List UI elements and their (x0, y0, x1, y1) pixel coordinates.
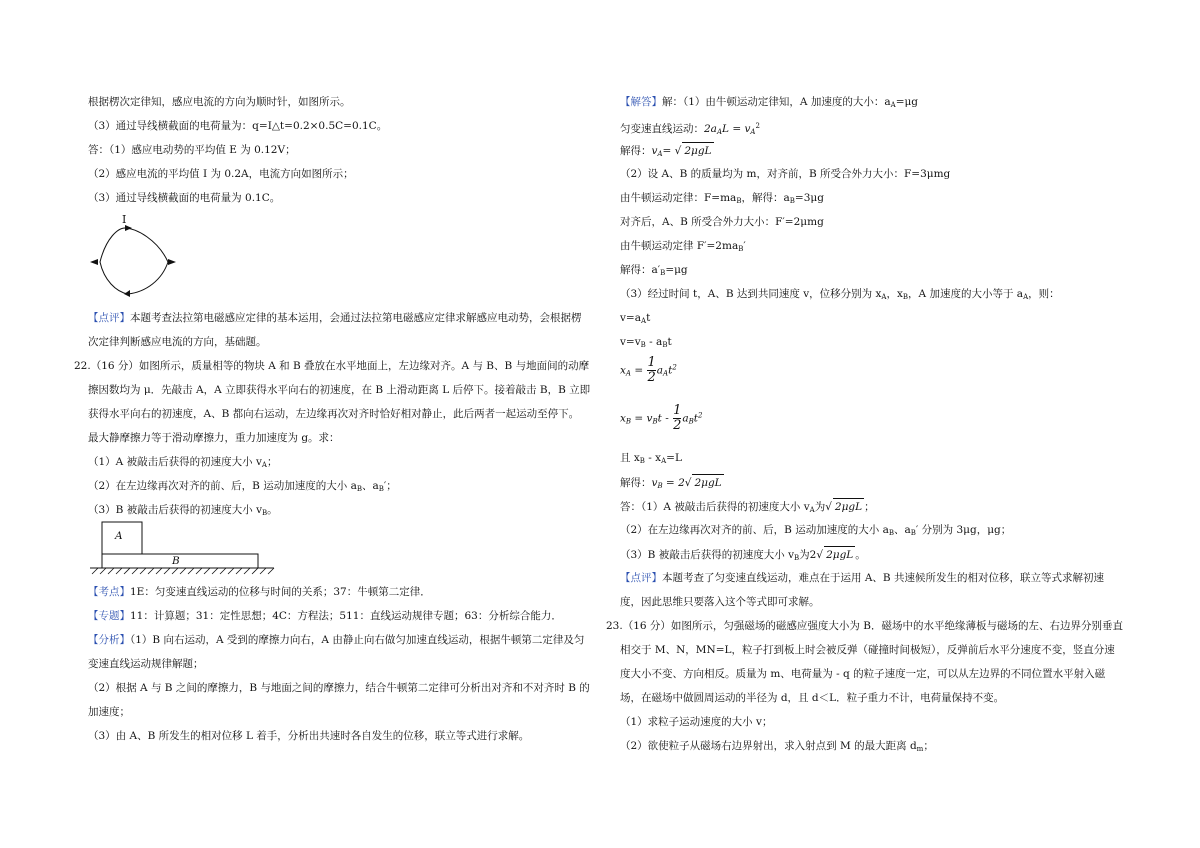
math: x (620, 364, 626, 377)
text: 解得：a′ (620, 264, 661, 276)
text-line: 对齐后，A、B 所受合外力大小：F′=2μmg (620, 216, 824, 228)
text-line: 变速直线运动规律解题； (88, 658, 204, 670)
text-line (620, 310, 650, 329)
text-line (620, 238, 746, 257)
text: 为2 (799, 549, 817, 561)
math: t - (657, 412, 673, 425)
dianping-text: 本题考查了匀变速直线运动，难点在于运用 A、B 共速候所发生的相对位移，联立等式求解初速 (662, 572, 1104, 584)
subscript: B (639, 457, 645, 465)
subscript: B (640, 341, 646, 349)
subscript: B (356, 485, 362, 493)
comment-text: 本题考查法拉第电磁感应定律的基本运用，会通过法拉第电磁感应定律求解感应电动势，会根据楞 (130, 312, 582, 324)
subscript: B (888, 529, 894, 537)
math: v (651, 477, 658, 489)
arrow-left-icon (90, 259, 98, 265)
subscript: A (1023, 293, 1029, 301)
text: 解得： (620, 145, 652, 157)
text-line: 答：（1）感应电动势的平均值 E 为 0.12V； (88, 144, 296, 156)
zhuanti-text: 11：计算题；31：定性思想；4C：方程法；511：直线运动规律专题；63：分析综合能力． (130, 610, 562, 622)
superscript: 2 (698, 411, 703, 420)
text: 匀变速直线运动： (620, 123, 704, 135)
text-line: （3）通过导线横截面的电荷量为：q=I△t=0.2×0.5C=0.1C。 (88, 120, 388, 132)
subscript: B (625, 417, 632, 426)
radicand: 2μgL (824, 546, 855, 563)
fenxi-tag: 【分析】 (88, 634, 130, 646)
superscript: 2 (755, 122, 760, 130)
subscript: B (794, 554, 800, 562)
text: 解得： (620, 477, 652, 489)
subscript: A (716, 128, 723, 136)
text-line: 度，因此思维只要落入这个等式即可求解。 (620, 596, 820, 608)
radicand: 2μgL (692, 474, 723, 491)
comment-tag: 【点评】 (88, 312, 130, 324)
text: - a (645, 336, 663, 348)
text: 由牛顿运动定律 F′=2ma (620, 240, 739, 252)
subscript: B (662, 341, 668, 349)
text: 且 x (620, 452, 640, 464)
text: 、a (894, 524, 911, 536)
text: - x (644, 452, 662, 464)
dianping-line (620, 570, 1104, 586)
math: t (668, 364, 673, 377)
subscript: A (261, 461, 267, 469)
subscript: A (641, 317, 647, 325)
text-line: 擦因数均为 μ．先敲击 A，A 立即获得水平向右的初速度，在 B 上滑动距离 L 后停下。接着敲击 B，B 立即 (88, 384, 591, 396)
text: ′ (743, 240, 746, 252)
blocks-figure (88, 516, 278, 578)
block-b (102, 554, 258, 568)
subscript: A (881, 293, 887, 301)
text-line (620, 262, 688, 281)
numerator: 1 (647, 355, 656, 370)
subscript: B (660, 269, 666, 277)
loop-curve (100, 228, 168, 294)
math: a (656, 364, 664, 377)
subscript: B (910, 529, 916, 537)
subscript: B (652, 417, 658, 426)
text: （2）在左边缘再次对齐的前、后，B 运动加速度的大小 a (88, 480, 357, 492)
text: =μg (895, 96, 919, 108)
fraction (647, 356, 655, 385)
math: t (693, 412, 699, 425)
math: x (620, 412, 626, 425)
text: （1）A 被敲击后获得的初速度大小 v (88, 456, 262, 468)
answer-line-2 (620, 522, 1011, 541)
text: ，A 加速度的大小等于 a (908, 288, 1024, 300)
text: ； (923, 740, 934, 752)
equation-xb (620, 404, 703, 433)
math: = v (631, 412, 653, 425)
equation-xa (620, 356, 677, 385)
superscript: 2 (672, 363, 677, 372)
solution-line (620, 94, 918, 113)
text: =μg (665, 264, 688, 276)
current-label: I (122, 213, 127, 226)
text: 、a (362, 480, 379, 492)
text-line: （1）求粒子运动速度的大小 v； (620, 716, 773, 728)
ground-hatch (92, 568, 274, 574)
text: （2）欲使粒子从磁场右边界射出，求入射点到 M 的最大距离 d (620, 740, 917, 752)
equation-line (620, 118, 760, 140)
fenxi-line (88, 632, 584, 648)
subscript: B (902, 293, 909, 301)
math: a (682, 412, 689, 425)
text-line: （2）设 A、B 的质量均为 m，对齐前，B 所受合外力大小：F=3μmg (620, 168, 951, 180)
subscript: B (688, 417, 694, 426)
subquestion-1: （1）A 被敲击后获得的初速度大小 $v_A$； (88, 456, 278, 469)
text-line: 最大静摩擦力等于滑动摩擦力，重力加速度为 g。求： (88, 432, 340, 444)
text-line: （2）根据 A 与 B 之间的摩擦力，B 与地面之间的摩擦力，结合牛顿第二定律可分析出对齐和不对齐时 B 的 (88, 682, 590, 694)
current-loop-figure (88, 210, 188, 302)
math: = √ (662, 145, 682, 157)
answer-line-1: 答：（1）A 被敲击后获得的初速度大小 $v_A$为√ 2μgL ； (620, 498, 875, 518)
text-line: （3）通过导线横截面的电荷量为 0.1C。 (88, 192, 281, 204)
subquestion-2 (88, 478, 397, 497)
math: = (630, 364, 647, 377)
text: ； (864, 501, 875, 513)
zhuanti-line (88, 608, 562, 624)
subscript: A (663, 369, 669, 378)
subscript: A (657, 150, 663, 158)
kaodian-tag: 【考点】 (88, 586, 130, 598)
text: t (667, 336, 672, 348)
text-line (620, 190, 824, 209)
text: 为 (814, 501, 826, 513)
text: （3）经过时间 t，A、B 达到共同速度 v，位移分别为 x (620, 288, 882, 300)
text: 答：（1）A 被敲击后获得的初速度大小 v (620, 501, 810, 513)
numerator: 1 (673, 403, 682, 418)
text-line: （3）由 A、B 所发生的相对位移 L 着手，分析出共速时各自发生的位移，联立等式进行求解。 (88, 730, 530, 742)
arrow-bottom-icon (124, 290, 130, 297)
text: （2）在左边缘再次对齐的前、后，B 运动加速度的大小 a (620, 524, 889, 536)
text: 解：（1）由牛顿运动定律知，A 加速度的大小：a (662, 96, 891, 108)
text: （3）B 被敲击后获得的初速度大小 v (620, 549, 795, 561)
kaodian-line (88, 584, 431, 600)
subscript: A (750, 128, 756, 136)
subscript: B (262, 509, 268, 517)
subscript: B (736, 197, 742, 205)
text: ，则： (1028, 288, 1060, 300)
question-22-line: 22.（16 分）如图所示，质量相等的物块 A 和 B 叠放在水平地面上，左边缘对齐。A 与 B、B 与地面间的动摩 (74, 360, 590, 372)
equation-line (620, 142, 714, 162)
text-line: 加速度； (88, 706, 130, 718)
question-23-line: 23.（16 分）如图所示，匀强磁场的磁感应强度大小为 B．磁场中的水平绝缘薄板与磁场的左、右边界分别垂直 (606, 620, 1123, 632)
zhuanti-tag: 【专题】 (88, 610, 130, 622)
subscript: B (378, 485, 384, 493)
text: ′ 分别为 3μg，μg； (915, 524, 1012, 536)
subscript: B (789, 197, 795, 205)
subscript: B (738, 245, 744, 253)
denominator: 2 (647, 370, 656, 385)
subscript: m (916, 745, 924, 753)
equation-line (620, 474, 724, 494)
text: 。 (855, 549, 866, 561)
fraction (673, 404, 681, 433)
text-line: 次定律判断感应电流的方向，基础题。 (88, 336, 267, 348)
subscript: A (890, 101, 896, 109)
jieda-tag: 【解答】 (620, 96, 662, 108)
text: ，x (886, 288, 903, 300)
subscript: A (809, 506, 815, 514)
text-line: 场，在磁场中做圆周运动的半径为 d，且 d＜L．粒子重力不计，电荷量保持不变。 (620, 692, 1005, 704)
math: v (651, 145, 658, 157)
text: =L (666, 452, 682, 464)
text-line: 度大小不变、方向相反。质量为 m、电荷量为 - q 的粒子速度一定，可以从左边界的不同位置水平射入磁 (620, 668, 1106, 680)
text-line (620, 738, 934, 757)
text: ′； (383, 480, 397, 492)
text-line: 获得水平向右的初速度，A、B 都向右运动，左边缘再次对齐时恰好相对静止，此后两者一起运动至停下。 (88, 408, 580, 420)
kaodian-text: 1E：匀变速直线运动的位移与时间的关系；37：牛顿第二定律． (130, 586, 431, 598)
radicand: 2μgL (833, 498, 864, 515)
text-line: 根据楞次定律知，感应电流的方向为顺时针，如图所示。 (88, 96, 351, 108)
dianping-tag: 【点评】 (620, 572, 662, 584)
block-b-label: B (172, 555, 180, 567)
text: t (646, 312, 651, 324)
text: v=a (620, 312, 641, 324)
math: 2a (704, 123, 717, 135)
math: L = v (722, 123, 751, 135)
comment-line (88, 310, 582, 326)
text-line: 相交于 M、N，MN=L，粒子打到板上时会被反弹（碰撞时间极短），反弹前后水平分速度不变，竖直分速 (620, 644, 1115, 656)
text: 由牛顿运动定律：F=ma (620, 192, 737, 204)
subscript: A (661, 457, 667, 465)
arrow-right-icon (168, 259, 176, 265)
block-a-label: A (115, 530, 123, 542)
subscript: B (657, 482, 663, 490)
text: v=v (620, 336, 641, 348)
text: =3μg (794, 192, 824, 204)
text-line (620, 286, 1060, 305)
text-line (620, 450, 682, 469)
text-line (620, 334, 672, 353)
math: = 2√ (662, 477, 692, 489)
answer-line-3: （3）B 被敲击后获得的初速度大小 $v_B$为2√ 2μgL 。 (620, 546, 866, 566)
fenxi-text: （1）B 向右运动，A 受到的摩擦力向右，A 由静止向右做匀加速直线运动，根据牛顿第二定律及匀 (130, 634, 585, 646)
subscript: A (625, 369, 631, 378)
denominator: 2 (673, 418, 682, 433)
radicand: 2μgL (682, 142, 713, 159)
subquestion-3: （3）B 被敲击后获得的初速度大小 $v_B$。 (88, 504, 278, 517)
text-line: （2）感应电流的平均值 I 为 0.2A，电流方向如图所示； (88, 168, 354, 180)
text: （3）B 被敲击后获得的初速度大小 v (88, 504, 263, 516)
text: ，解得：a (741, 192, 790, 204)
